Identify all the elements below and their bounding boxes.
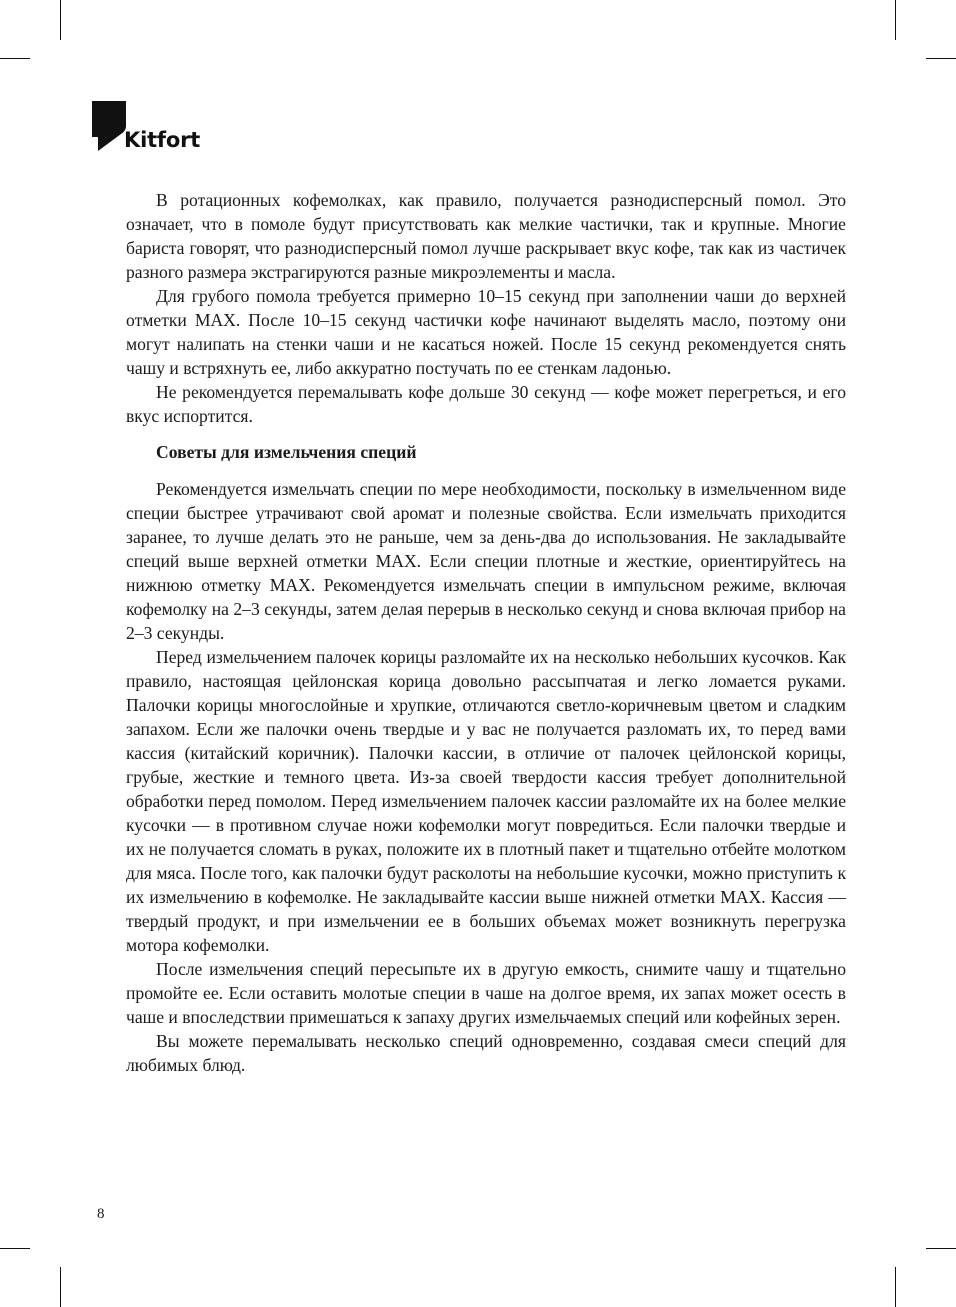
paragraph: Для грубого помола требуется примерно 10–15 секунд при заполнении чаши до верхней отметки MAX. После 10–15 секунд частички кофе начинают выделять масло, поэтому они могут налипать на стенки чаши и не касаться ножей. После 15 секунд рекомендуется снять чашу и встряхнуть ее, либо аккуратно постучать по ее стенкам ладонью.: [126, 286, 846, 378]
section-heading: Советы для измельчения специй: [156, 442, 417, 462]
crop-mark-bottom-left: [60, 1267, 61, 1307]
brand-wordmark: Kitfort: [124, 128, 201, 152]
crop-mark-top-left-h: [0, 58, 30, 59]
kitfort-logo-icon: [92, 101, 128, 155]
page-number: 8: [97, 1206, 105, 1222]
page-content: [126, 188, 846, 1077]
crop-mark-top-right-h: [926, 58, 956, 59]
crop-mark-bottom-right-h: [926, 1248, 956, 1249]
paragraph: Не рекомендуется перемалывать кофе дольше 30 секунд — кофе может перегреться, и его вкус испортится.: [126, 382, 846, 426]
paragraph: В ротационных кофемолках, как правило, получается разнодисперсный помол. Это означает, что в помоле будут присутствовать как мелкие частички, так и крупные. Многие бариста говорят, что разнодисперсный помол лучше раскрывает вкус кофе, так как из частичек разного размера экстрагируются разные микроэлементы и масла.: [126, 190, 846, 282]
paragraph: Перед измельчением палочек корицы разломайте их на несколько небольших кусочков. Как правило, настоящая цейлонская корица довольно рассыпчатая и легко ломается руками. Палочки корицы многослойные и хрупкие, отличаются светло-коричневым цветом и сладким запахом. Если же палочки очень твердые и у вас не получается разломать их, то перед вами кассия (китайский коричник). Палочки кассии, в отличие от палочек цейлонской корицы, грубые, жесткие и темного цвета. Из-за своей твердости кассия требует дополнительной обработки перед помолом. Перед измельчением палочек кассии разломайте их на более мелкие кусочки — в противном случае ножи кофемолки могут повредиться. Если палочки твердые и их не получается сломать в руках, положите их в плотный пакет и тщательно отбейте молотком для мяса. После того, как палочки будут расколоты на небольшие кусочки, можно приступить к их измельчению в кофемолке. Не закладывайте кассии выше нижней отметки MAX. Кассия — твердый продукт, и при измельчении ее в больших объемах может возникнуть перегрузка мотора кофемолки.: [126, 647, 846, 955]
paragraph: После измельчения специй пересыпьте их в другую емкость, снимите чашу и тщательно промойте ее. Если оставить молотые специи в чаше на долгое время, их запах может осесть в чаше и впоследствии примешаться к запаху других измельчаемых специй или кофейных зерен.: [126, 959, 846, 1027]
crop-mark-bottom-right: [895, 1267, 896, 1307]
brand-logo: [92, 101, 202, 161]
paragraph: Вы можете перемалывать несколько специй одновременно, создавая смеси специй для любимых блюд.: [126, 1031, 846, 1075]
crop-mark-bottom-left-h: [0, 1248, 30, 1249]
crop-mark-top-left: [60, 0, 61, 40]
paragraph: Рекомендуется измельчать специи по мере необходимости, поскольку в измельченном виде специи быстрее утрачивают свой аромат и полезные свойства. Если измельчать приходится заранее, то лучше делать это не раньше, чем за день-два до использования. Не закладывайте специй выше верхней отметки MAX. Если специи плотные и жесткие, ориентируйтесь на нижнюю отметку MAX. Рекомендуется измельчать специи в импульсном режиме, включая кофемолку на 2–3 секунды, затем делая перерыв в несколько секунд и снова включая прибор на 2–3 секунды.: [126, 479, 846, 643]
crop-mark-top-right: [895, 0, 896, 40]
